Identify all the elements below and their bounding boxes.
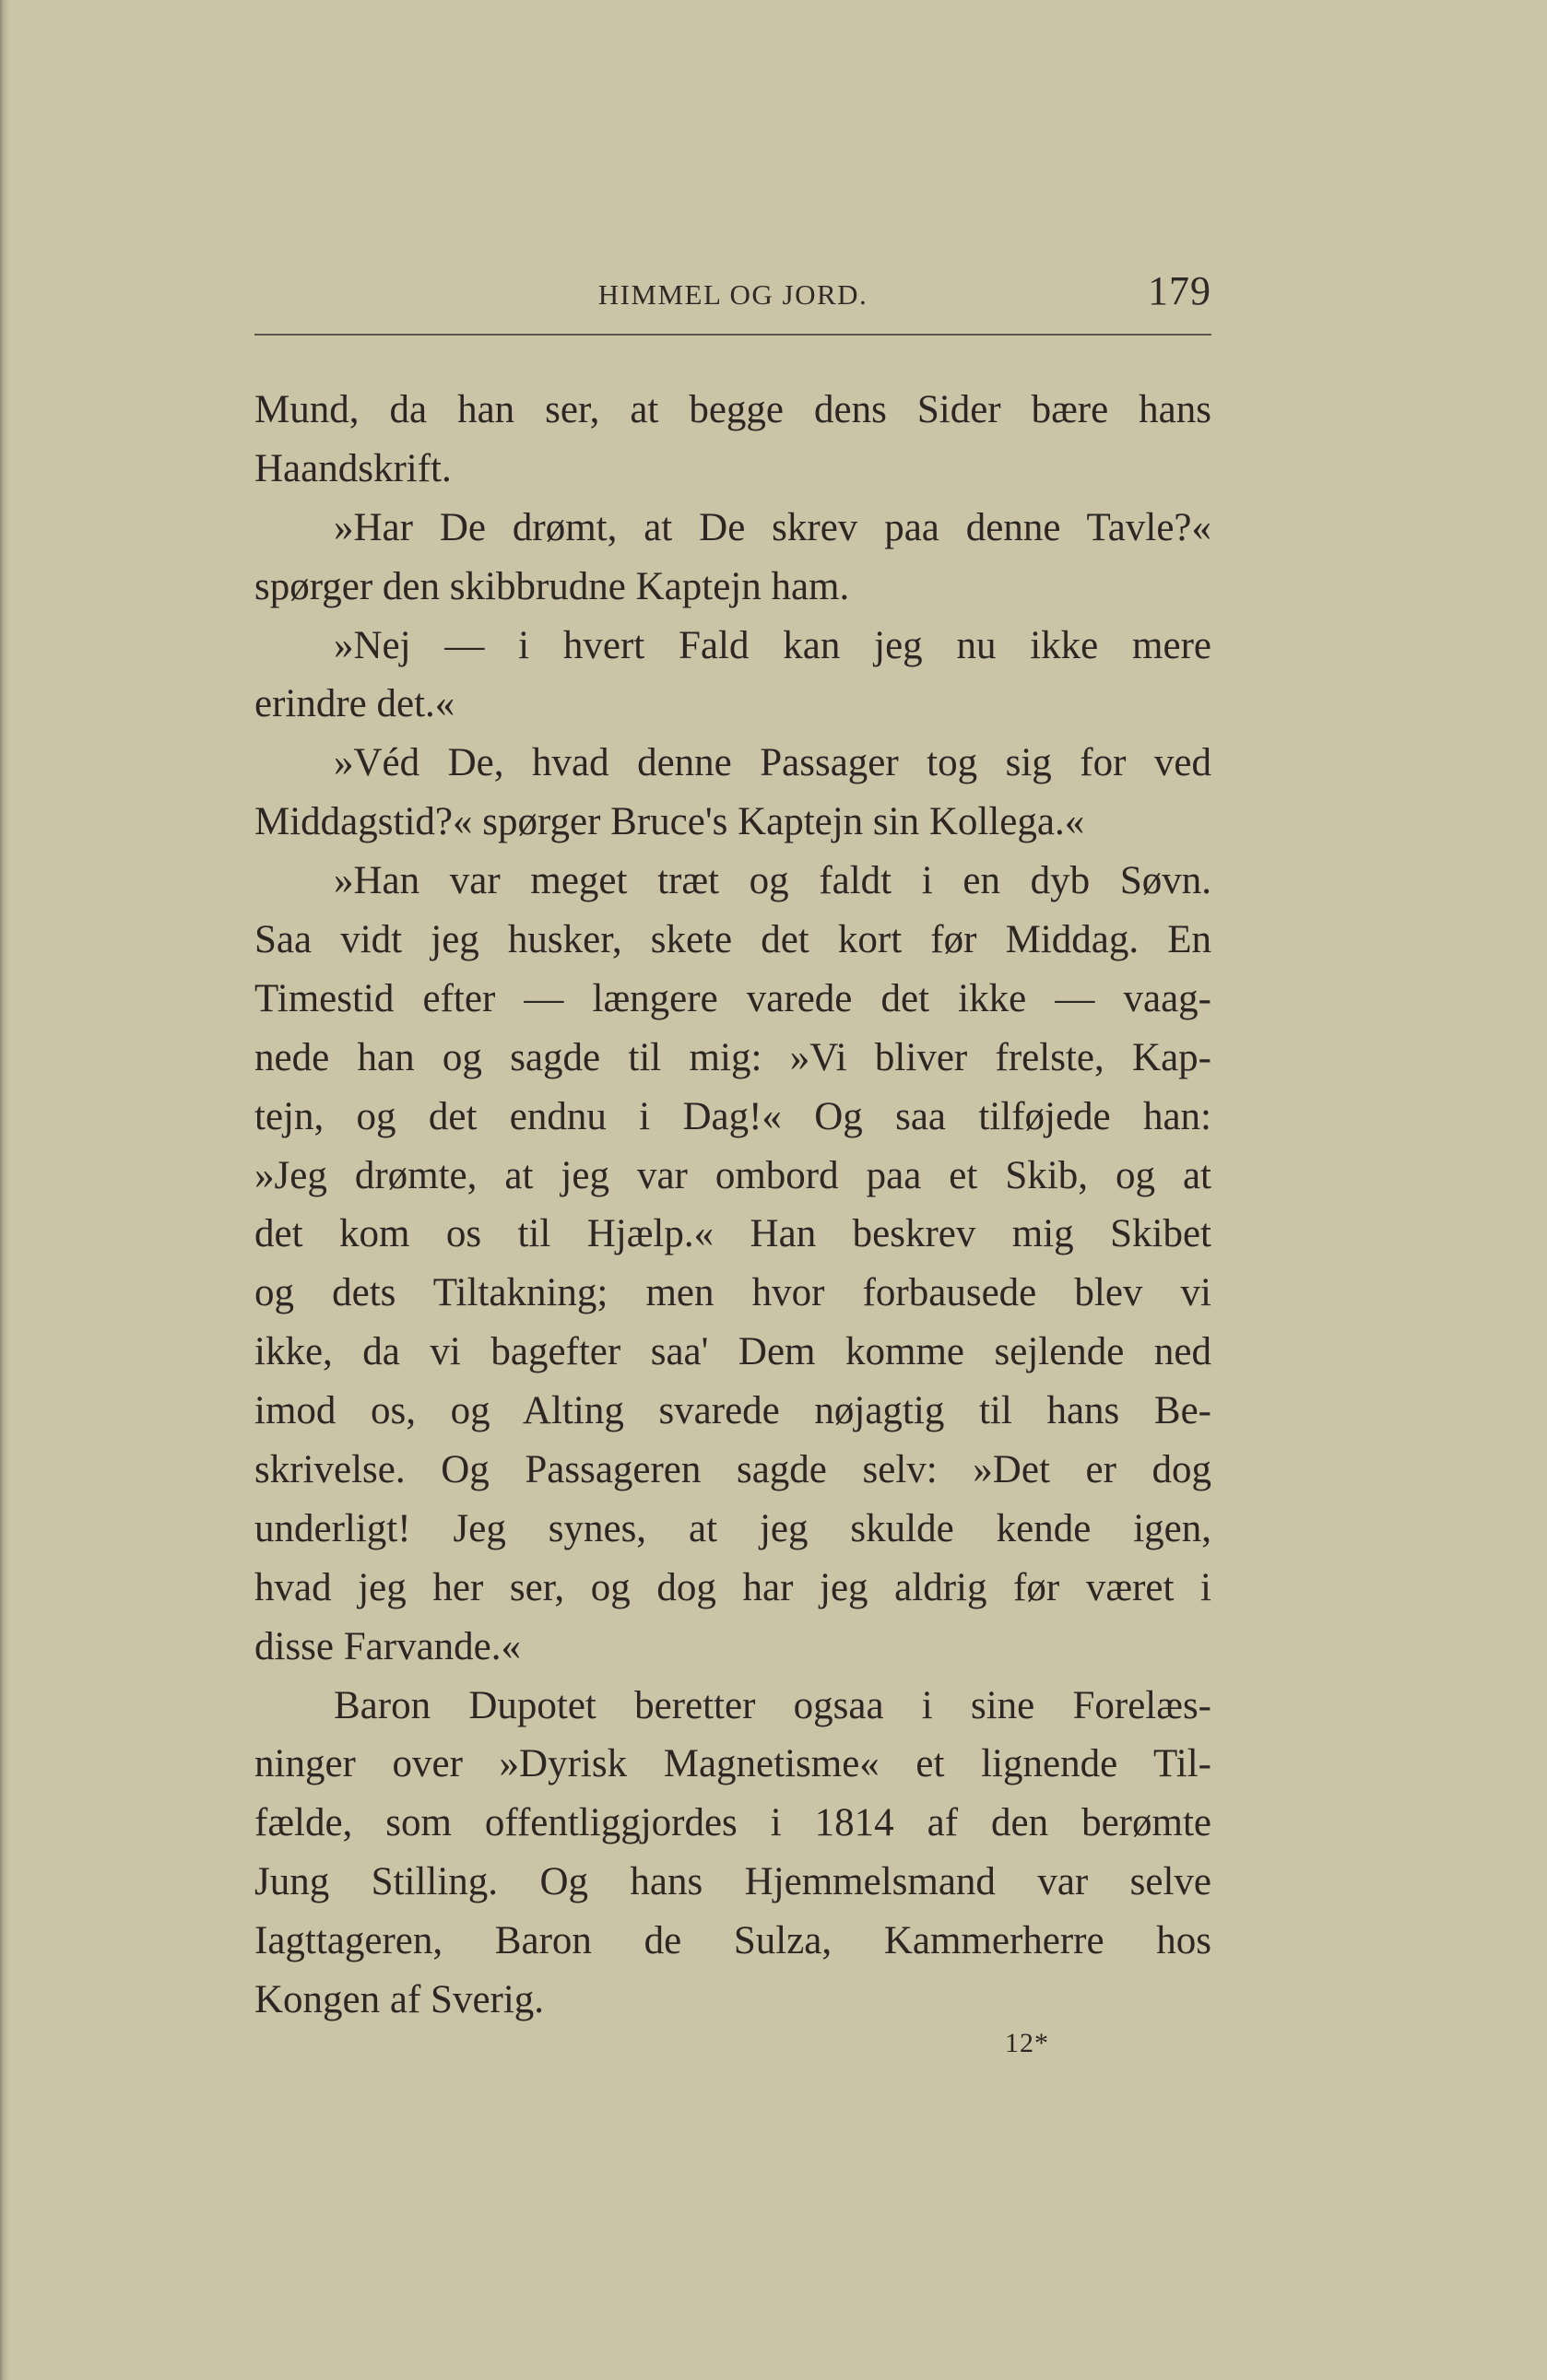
text-line: Baron Dupotet beretter ogsaa i sine Forelæs- <box>334 1683 1211 1727</box>
text-line: Saa vidt jeg husker, skete det kort før Middag. En <box>254 918 1211 962</box>
page-binding-edge <box>0 0 9 2380</box>
text-line: Middagstid?« spørger Bruce's Kaptejn sin Kollega.« <box>254 800 1085 844</box>
text-line: spørger den skibbrudne Kaptejn ham. <box>254 564 850 608</box>
text-line: nede han og sagde til mig: »Vi bliver frelste, Kap- <box>254 1035 1211 1079</box>
running-head <box>254 267 1211 324</box>
text-line: Jung Stilling. Og hans Hjemmelsmand var selve <box>254 1860 1211 1904</box>
text-line: skrivelse. Og Passageren sagde selv: »Det er dog <box>254 1448 1211 1492</box>
text-line: og dets Tiltakning; men hvor forbausede blev vi <box>254 1271 1211 1315</box>
text-line: »Jeg drømte, at jeg var ombord paa et Skib, og at <box>254 1153 1211 1197</box>
text-line: det kom os til Hjælp.« Han beskrev mig Skibet <box>254 1212 1211 1256</box>
text-line: Mund, da han ser, at begge dens Sider bære hans <box>254 388 1211 431</box>
text-line: disse Farvande.« <box>254 1624 521 1668</box>
header-rule <box>254 334 1211 336</box>
body-text <box>254 381 1211 2030</box>
text-line: fælde, som offentliggjordes i 1814 af den berømte <box>254 1801 1211 1845</box>
text-line: underligt! Jeg synes, at jeg skulde kende igen, <box>254 1506 1211 1550</box>
text-line: ikke, da vi bagefter saa' Dem komme sejlende ned <box>254 1330 1211 1374</box>
page-number: 179 <box>1148 268 1211 313</box>
text-line: Timestid efter — længere varede det ikke — vaag- <box>254 976 1211 1020</box>
text-line: tejn, og det endnu i Dag!« Og saa tilføjede han: <box>254 1094 1211 1138</box>
text-line: »Nej — i hvert Fald kan jeg nu ikke mere <box>334 623 1211 667</box>
text-line: Iagttageren, Baron de Sulza, Kammerherre hos <box>254 1919 1211 1963</box>
text-line: »Har De drømt, at De skrev paa denne Tavle?« <box>334 505 1211 549</box>
text-line: imod os, og Alting svarede nøjagtig til hans Be- <box>254 1389 1211 1433</box>
text-line: Haandskrift. <box>254 446 452 490</box>
text-line: hvad jeg her ser, og dog har jeg aldrig før været i <box>254 1565 1211 1609</box>
text-line: Kongen af Sverig. <box>254 1978 545 2022</box>
text-line: ninger over »Dyrisk Magnetisme« et lignende Til- <box>254 1742 1211 1786</box>
text-line: »Véd De, hvad denne Passager tog sig for ved <box>334 741 1211 785</box>
text-line: erindre det.« <box>254 682 455 726</box>
text-line: »Han var meget træt og faldt i en dyb Søvn. <box>334 859 1211 903</box>
printer-signature: 12* <box>1005 2028 1049 2058</box>
running-head-title: HIMMEL OG JORD. <box>597 278 868 311</box>
